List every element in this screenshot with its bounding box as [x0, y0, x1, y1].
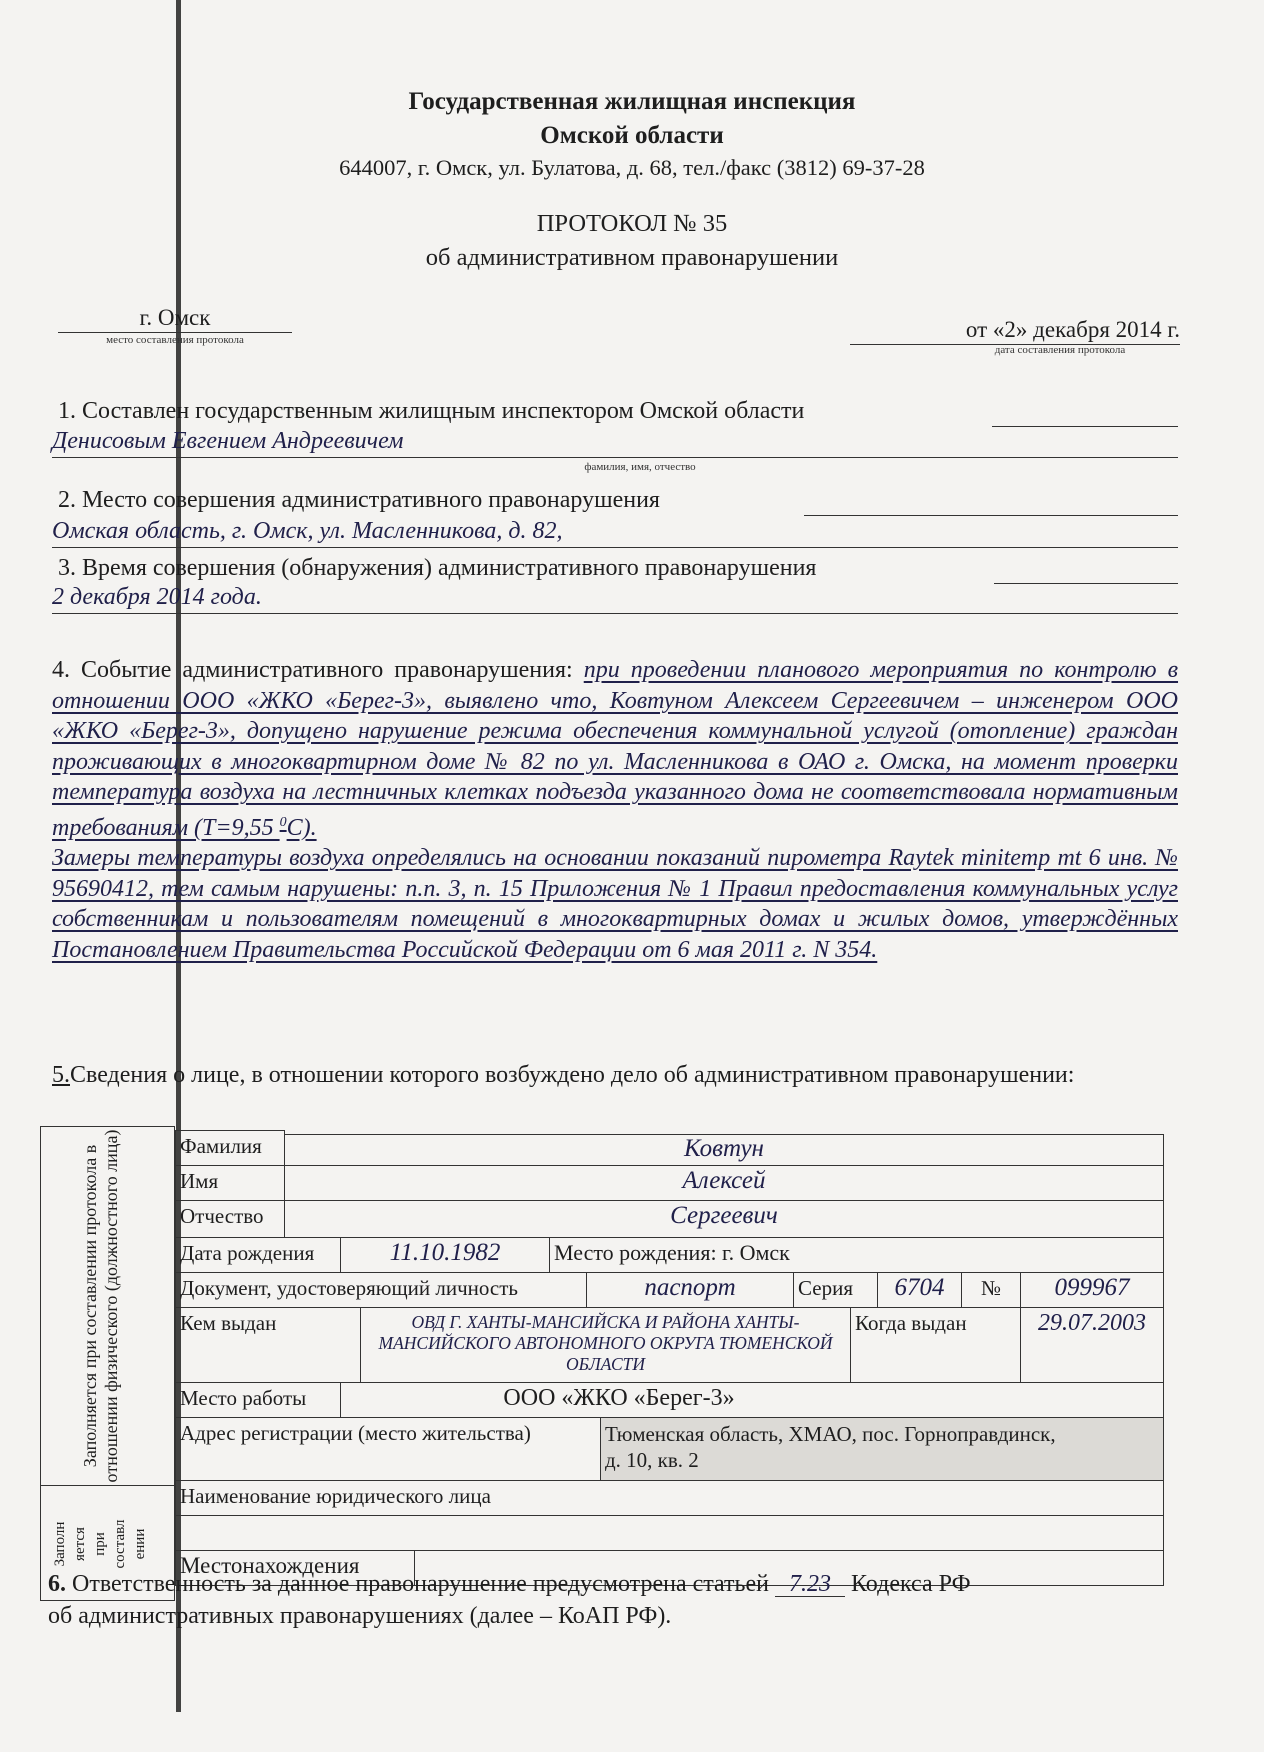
- item5-num: 5.: [52, 1062, 70, 1088]
- item4-label: 4. Событие административного правонарушения:: [52, 657, 573, 683]
- item6-paragraph: [48, 1568, 1178, 1632]
- protocol-subtitle: об административном правонарушении: [425, 244, 839, 271]
- address-label: Адрес регистрации (место жительства): [175, 1417, 601, 1481]
- side-label-physical: Заполняется при составлении протокола в отношении физического (должностного лица): [80, 1129, 121, 1483]
- item3-label: 3. Время совершения (обнаружения) административного правонарушения: [58, 555, 817, 581]
- patronymic-label: Отчество: [175, 1200, 285, 1238]
- offense-place: Омская область, г. Омск, ул. Масленникова, д. 82,: [52, 518, 563, 544]
- birthplace-value: Место рождения: г. Омск: [549, 1237, 1164, 1273]
- item4-superscript: 0: [279, 814, 287, 830]
- offense-time: 2 декабря 2014 года.: [52, 584, 262, 610]
- item1-caption: фамилия, имя, отчество: [584, 461, 696, 473]
- patronymic-value: Сергеевич: [284, 1200, 1164, 1238]
- name-value: Алексей: [284, 1165, 1164, 1201]
- series-value: 6704: [877, 1272, 962, 1308]
- side-label-legal: Заполн яется при составл ении: [52, 1519, 148, 1569]
- issued-when-label: Когда выдан: [850, 1307, 1021, 1383]
- protocol-date-caption: дата составления протокола: [994, 344, 1126, 356]
- issued-by-label: Кем выдан: [175, 1307, 361, 1383]
- item2-value-line: [52, 547, 1178, 548]
- number-value: 099967: [1020, 1272, 1164, 1308]
- item3-fill-line: [994, 583, 1178, 584]
- work-label: Место работы: [175, 1382, 341, 1418]
- issued-when-value: 29.07.2003: [1020, 1307, 1164, 1383]
- item6-num: 6.: [48, 1571, 66, 1597]
- item4-text-c: Замеры температуры воздуха определялись на основании показаний пирометра Raytek minitemp mt 6 инв. № 95690412, тем самым нарушены: п.п. 3, п. 15 Приложения № 1 Правил предоставления коммунальных услуг собственникам и пользователям помещений в многоквартирных домах и жилых домов, утверждённых Постановлением Правительства Российской Федерации от 6 мая 2011 г. N 354.: [52, 845, 1178, 963]
- address-value: [600, 1417, 1164, 1481]
- item2-fill-line: [804, 515, 1178, 516]
- org-address: 644007, г. Омск, ул. Булатова, д. 68, тел./факс (3812) 69-37-28: [339, 155, 925, 180]
- protocol-place: г. Омск: [58, 304, 292, 333]
- issued-by-value: ОВД Г. ХАНТЫ-МАНСИЙСКА И РАЙОНА ХАНТЫ-МАНСИЙСКОГО АВТОНОМНОГО ОКРУГА ТЮМЕНСКОЙ ОБЛАСТИ: [360, 1307, 851, 1383]
- birthdate-label: Дата рождения: [175, 1237, 341, 1273]
- series-label: Серия: [793, 1272, 878, 1308]
- inspector-name: Денисовым Евгением Андреевичем: [52, 428, 404, 454]
- address-line1: Тюменская область, ХМАО, пос. Горноправдинск,: [605, 1422, 1056, 1446]
- document-label: Документ, удостоверяющий личность: [175, 1272, 587, 1308]
- item3-value-line: [52, 613, 1178, 614]
- legal-name-value: [175, 1515, 1164, 1551]
- item6-text-a: Ответственность за данное правонарушение предусмотрена статьей: [72, 1571, 769, 1597]
- org-name-line1: Государственная жилищная инспекция: [408, 88, 856, 115]
- item1-fill-line: [992, 426, 1178, 427]
- item6-text-b: Кодекса РФ: [850, 1571, 971, 1597]
- document-value: паспорт: [586, 1272, 794, 1308]
- location-label: Местонахождения: [175, 1550, 415, 1586]
- protocol-title: ПРОТОКОЛ № 35: [536, 210, 728, 237]
- protocol-place-caption: место составления протокола: [106, 334, 244, 346]
- legal-name-label: Наименование юридического лица: [175, 1480, 1164, 1516]
- birthdate-value: 11.10.1982: [340, 1237, 550, 1273]
- item4-text-a: при проведении планового мероприятия по контролю в отношении ООО «ЖКО «Берег-3», выявлено что, Ковтуном Алексеем Сергеевичем – инженером ООО «ЖКО «Берег-3», допущено нарушение режима обеспечения коммунальной услугой (отопление) граждан проживающих в многоквартирном доме № 82 по ул. Масленникова в ОАО г. Омска, на момент проверки температура воздуха на лестничных клетках подъезда указанного дома не соответствовала нормативным требованиям (Т=9,55: [52, 657, 1179, 841]
- item6-text-c: об административных правонарушениях (далее – КоАП РФ).: [48, 1603, 672, 1629]
- name-label: Имя: [175, 1165, 285, 1201]
- item5-text: Сведения о лице, в отношении которого возбуждено дело об административном правонарушении:: [70, 1062, 1075, 1088]
- item1-value-line: [52, 457, 1178, 458]
- protocol-date: от «2» декабря 2014 г.: [850, 316, 1180, 345]
- number-label: №: [961, 1272, 1021, 1308]
- item4-text-b: С).: [286, 814, 317, 841]
- item5-paragraph: [52, 1060, 1178, 1091]
- address-line2: д. 10, кв. 2: [605, 1448, 699, 1472]
- work-value: ООО «ЖКО «Берег-3»: [340, 1382, 1164, 1418]
- item6-article: 7.23: [775, 1572, 845, 1597]
- item2-label: 2. Место совершения административного правонарушения: [58, 487, 660, 513]
- item1-label: 1. Составлен государственным жилищным инспектором Омской области: [58, 398, 805, 424]
- surname-value: Ковтун: [284, 1134, 1164, 1166]
- org-name-line2: Омской области: [540, 122, 724, 149]
- item4-event-paragraph: [52, 655, 1178, 965]
- surname-label: Фамилия: [175, 1130, 285, 1166]
